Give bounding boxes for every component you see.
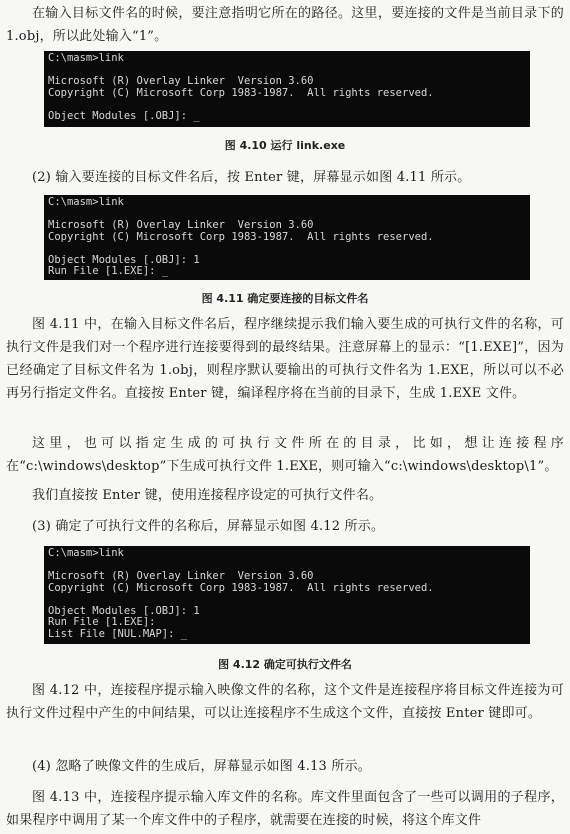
paragraph-press-enter: 我们直接按 Enter 键，使用连接程序设定的可执行文件名。 [32, 488, 383, 503]
console-line [48, 99, 526, 111]
console-line: Copyright (C) Microsoft Corp 1983-1987. All rights reserved. [48, 581, 434, 594]
console-figure-4-12 [44, 546, 530, 644]
console-line: List File [NUL.MAP]: _ [48, 627, 188, 640]
figure-caption-4-10: 图 4.10 运行 link.exe [224, 139, 346, 152]
figure-caption-4-11: 图 4.11 确定要连接的目标文件名 [201, 292, 369, 305]
console-line: Microsoft (R) Overlay Linker Version 3.60 [48, 570, 314, 582]
console-line [48, 594, 526, 606]
console-line: C:\masm>link [48, 52, 124, 64]
console-line: Run File [1.EXE]: _ [48, 265, 169, 277]
console-line: Object Modules [.OBJ]: 1 [48, 253, 200, 266]
console-line: Run File [1.EXE]: [48, 616, 156, 628]
paragraph-step-4: (4) 忽略了映像文件的生成后，屏幕显示如图 4.13 所示。 [32, 759, 371, 774]
console-line: Object Modules [.OBJ]: _ [48, 109, 200, 122]
paragraph-explain-4-12: 图 4.12 中，连接程序提示输入映像文件的名称，这个文件是连接程序将目标文件连接为可执行文件过程中产生的中间结果，可以让连接程序不生成这个文件，直接按 Enter 键即可。 [6, 683, 564, 721]
console-line: Object Modules [.OBJ]: 1 [48, 604, 200, 617]
console-line [48, 243, 526, 255]
console-figure-4-10 [44, 51, 530, 127]
paragraph-explain-4-11: 图 4.11 中，在输入目标文件名后，程序继续提示我们输入要生成的可执行文件的名称，可执行文件是我们对一个程序进行连接要得到的最终结果。注意屏幕上的显示：“[1.EXE]”，因为已经确定了目标文件名为 1.obj，则程序默认要输出的可执行文件名为 1.EXE，所以可以不必再另行指定文件名。直接按 Enter 键，编译程序将在当前的目录下，生成 1.EXE 文件。 [6, 317, 564, 401]
paragraph-library-files: 图 4.13 中，连接程序提示输入库文件的名称。库文件里面包含了一些可以调用的子程序，如果程序中调用了某一个库文件中的子程序，就需要在连接的时候，将这个库文件 [6, 790, 564, 828]
console-line: Microsoft (R) Overlay Linker Version 3.60 [48, 219, 314, 231]
console-line: Microsoft (R) Overlay Linker Version 3.60 [48, 75, 314, 87]
console-line: Copyright (C) Microsoft Corp 1983-1987. All rights reserved. [48, 230, 434, 243]
paragraph-intro: 在输入目标文件名的时候，要注意指明它所在的路径。这里，要连接的文件是当前目录下的 1.obj，所以此处输入“1”。 [6, 6, 564, 44]
paragraph-step-2: (2) 输入要连接的目标文件名后，按 Enter 键，屏幕显示如图 4.11 所示。 [32, 170, 471, 185]
paragraph-step-3: (3) 确定了可执行文件的名称后，屏幕显示如图 4.12 所示。 [32, 519, 385, 534]
console-line: C:\masm>link [48, 196, 124, 208]
paragraph-directory-note: 这里，也可以指定生成的可执行文件所在的目录，比如，想让连接程序在“c:\windows\desktop”下生成可执行文件 1.EXE，则可输入“c:\windows\desktop\1”。 [6, 436, 564, 474]
console-line: C:\masm>link [48, 547, 124, 559]
figure-caption-4-12: 图 4.12 确定可执行文件名 [218, 658, 352, 671]
console-figure-4-11 [44, 195, 530, 280]
console-line: Copyright (C) Microsoft Corp 1983-1987. All rights reserved. [48, 86, 434, 99]
